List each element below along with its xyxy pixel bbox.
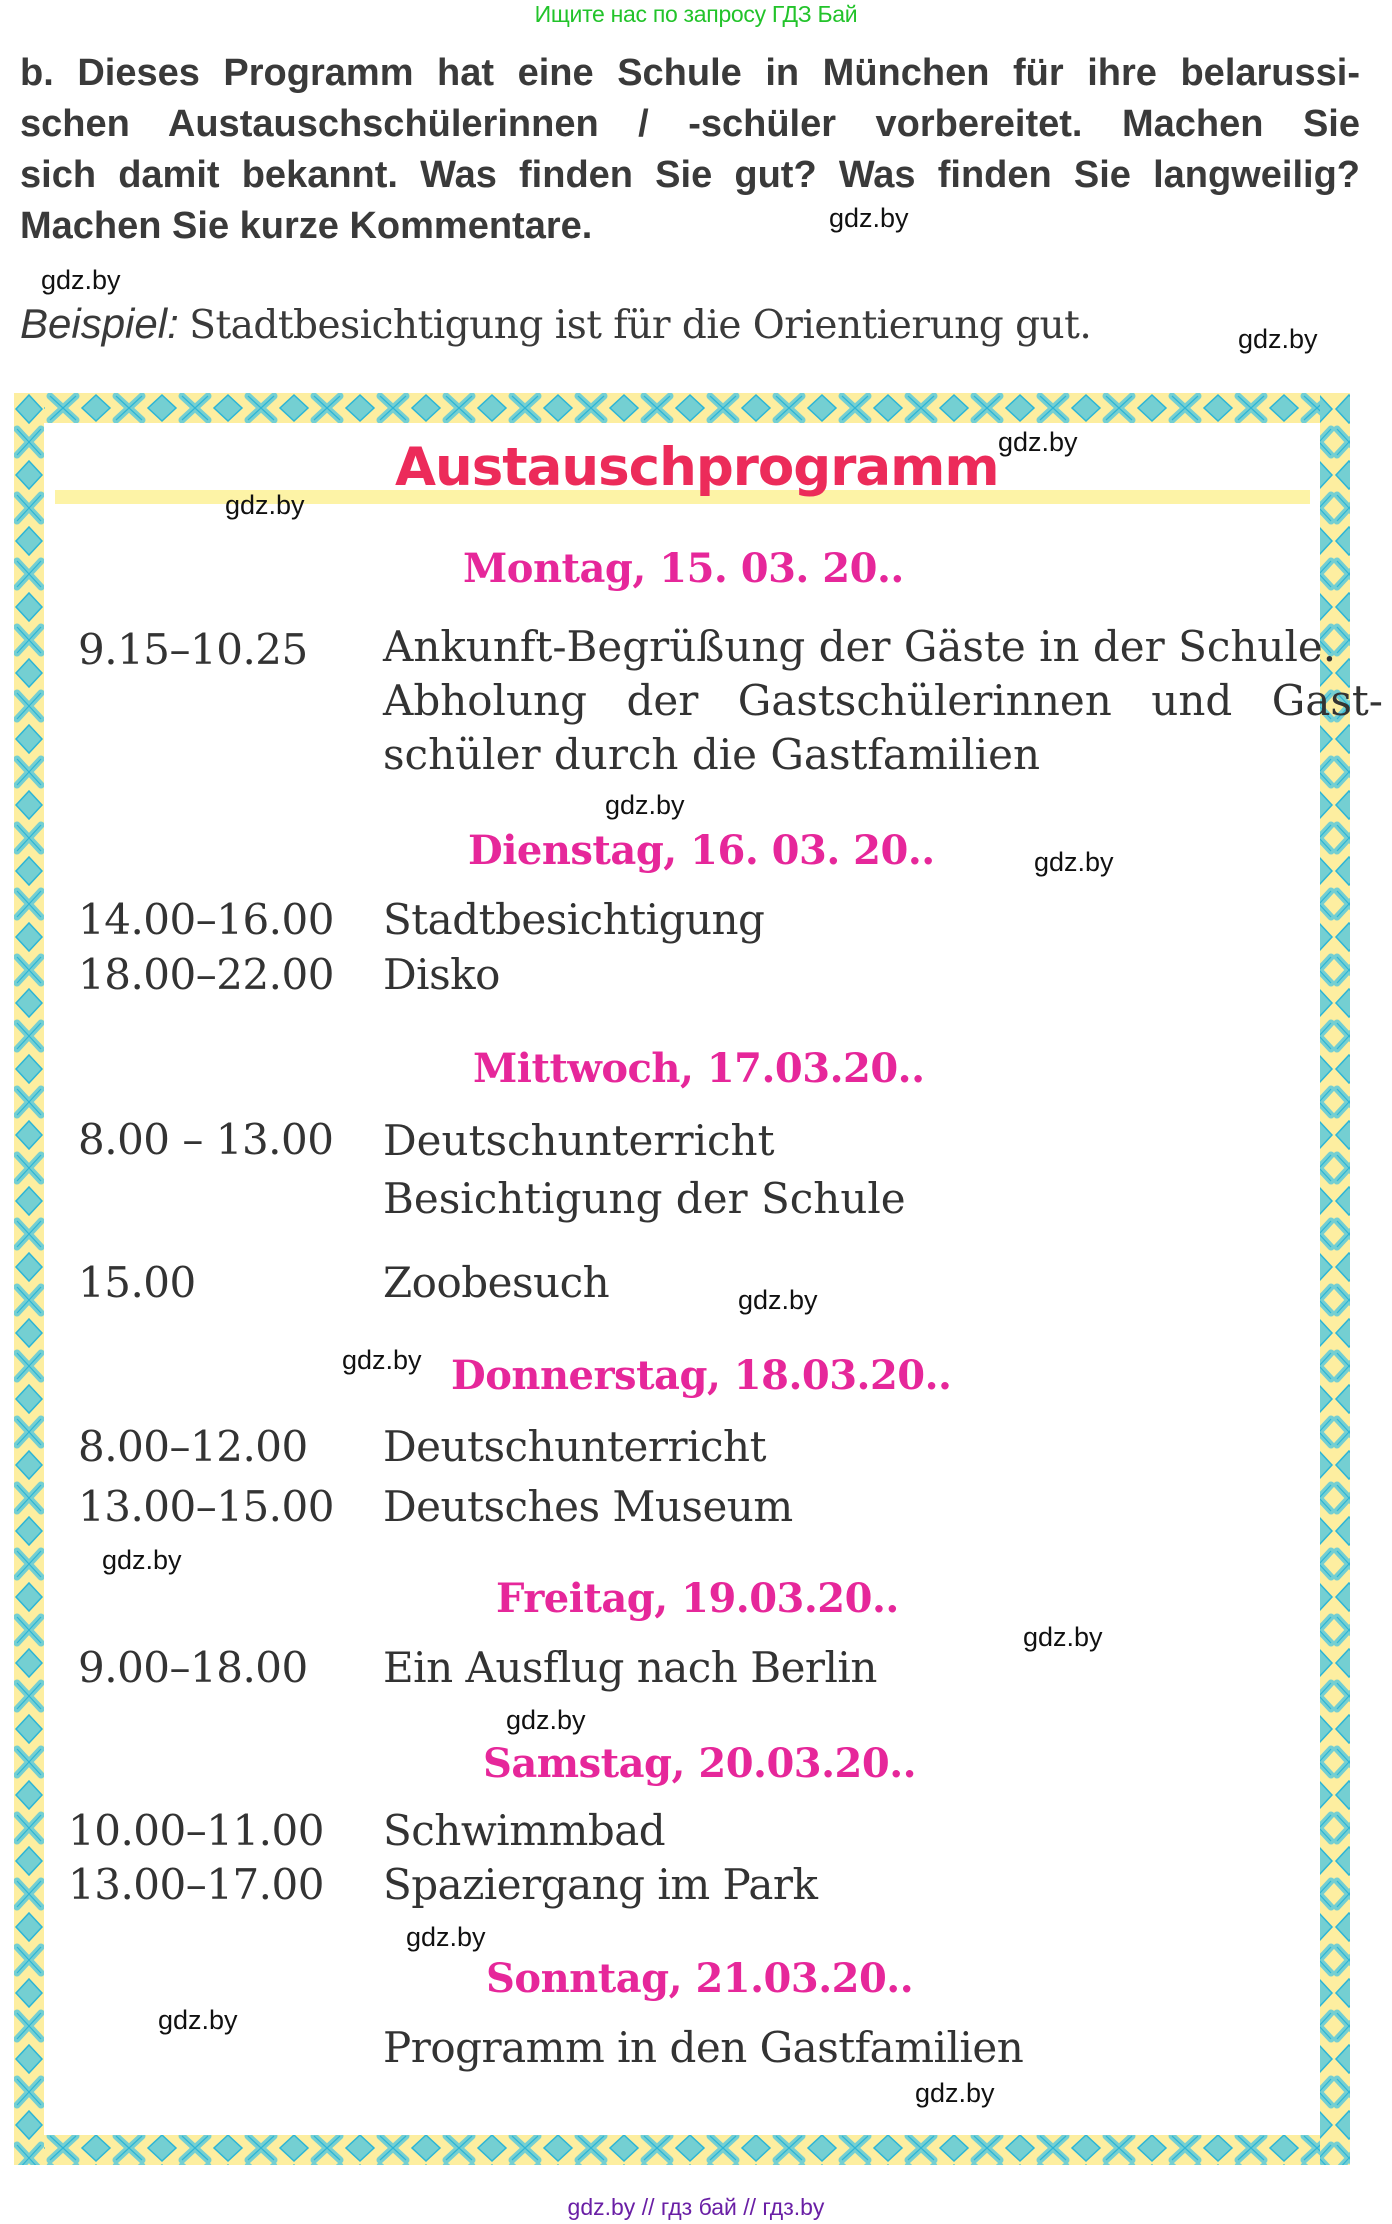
time-slot: 8.00–12.00 xyxy=(78,1422,308,1471)
activity-line: schüler durch die Gastfamilien xyxy=(383,730,1040,779)
example-text: Stadtbesichtigung ist für die Orientierung gut. xyxy=(189,303,1092,348)
activity: Stadtbesichtigung xyxy=(383,895,765,944)
watermark: gdz.by xyxy=(829,203,909,233)
watermark: gdz.by xyxy=(1034,847,1114,877)
activity-line: Ankunft-Begrüßung der Gäste in der Schule. xyxy=(383,622,1337,671)
example-sentence xyxy=(20,300,1091,349)
task-line: Machen Sie kurze Kommentare. xyxy=(20,205,593,247)
activity-description xyxy=(383,620,1383,782)
task-line: b. Dieses Programm hat eine Schule in München für ihre belarussi- xyxy=(20,52,1360,94)
time-slot: 14.00–16.00 xyxy=(78,895,334,944)
example-label: Beispiel: xyxy=(20,300,179,347)
activity: Deutsches Museum xyxy=(383,1482,793,1531)
time-slot: 10.00–11.00 xyxy=(68,1806,324,1855)
watermark: gdz.by xyxy=(342,1345,422,1375)
watermark: gdz.by xyxy=(738,1285,818,1315)
day-heading-wednesday: Mittwoch, 17.03.20.. xyxy=(473,1045,925,1092)
watermark: gdz.by xyxy=(1238,324,1318,354)
watermark: gdz.by xyxy=(605,790,685,820)
activity: Programm in den Gastfamilien xyxy=(383,2023,1024,2072)
day-heading-saturday: Samstag, 20.03.20.. xyxy=(483,1740,917,1787)
day-heading-sunday: Sonntag, 21.03.20.. xyxy=(486,1955,914,2002)
activity-line: Abholung der Gastschülerinnen und Gast- xyxy=(383,676,1383,725)
day-heading-friday: Freitag, 19.03.20.. xyxy=(496,1575,899,1622)
footer-links: gdz.by // гдз бай // гдз.by xyxy=(567,2194,825,2220)
time-slot: 15.00 xyxy=(78,1258,196,1307)
watermark: gdz.by xyxy=(158,2005,238,2035)
activity: Zoobesuch xyxy=(383,1258,610,1307)
activity: Ein Ausflug nach Berlin xyxy=(383,1643,877,1692)
time-slot: 9.00–18.00 xyxy=(78,1643,308,1692)
watermark: gdz.by xyxy=(915,2078,995,2108)
watermark: gdz.by xyxy=(1023,1622,1103,1652)
activity: Disko xyxy=(383,950,500,999)
program-title: Austauschprogramm xyxy=(395,437,999,498)
activity-line: Besichtigung der Schule xyxy=(383,1174,906,1223)
time-slot: 13.00–17.00 xyxy=(68,1860,324,1909)
watermark: gdz.by xyxy=(102,1545,182,1575)
watermark: gdz.by xyxy=(225,490,305,520)
activity-line: Deutschunterricht xyxy=(383,1116,775,1165)
time-slot: 8.00 – 13.00 xyxy=(78,1115,334,1164)
day-heading-thursday: Donnerstag, 18.03.20.. xyxy=(451,1352,952,1399)
watermark: gdz.by xyxy=(41,265,121,295)
watermark: gdz.by xyxy=(506,1705,586,1735)
activity-description xyxy=(383,1112,906,1228)
time-slot: 18.00–22.00 xyxy=(78,950,334,999)
watermark: gdz.by xyxy=(998,427,1078,457)
day-heading-tuesday: Dienstag, 16. 03. 20.. xyxy=(468,827,935,874)
watermark: gdz.by xyxy=(406,1922,486,1952)
activity: Schwimmbad xyxy=(383,1806,666,1855)
task-instructions xyxy=(20,48,1360,252)
activity: Spaziergang im Park xyxy=(383,1860,818,1909)
task-line: sich damit bekannt. Was finden Sie gut? Was finden Sie langweilig? xyxy=(20,154,1360,196)
time-slot: 9.15–10.25 xyxy=(78,625,308,674)
activity: Deutschunterricht xyxy=(383,1422,766,1471)
top-banner: Ищите нас по запросу ГДЗ Бай xyxy=(534,1,858,27)
day-heading-monday: Montag, 15. 03. 20.. xyxy=(463,545,904,592)
time-slot: 13.00–15.00 xyxy=(78,1482,334,1531)
task-line: schen Austauschschülerinnen / -schüler vorbereitet. Machen Sie xyxy=(20,103,1360,145)
